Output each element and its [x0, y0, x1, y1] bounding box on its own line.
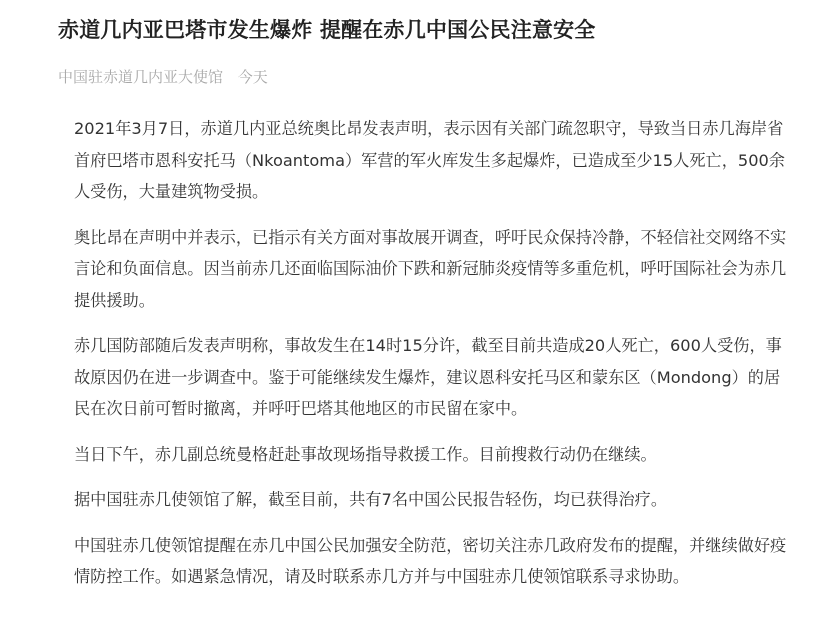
- article-body: [74, 113, 789, 593]
- publish-date: 今天: [237, 68, 268, 86]
- paragraph: 赤几国防部随后发表声明称，事故发生在14时15分许，截至目前共造成20人死亡，600人受伤，事故原因仍在进一步调查中。鉴于可能继续发生爆炸，建议恩科安托马区和蒙东区（Mondong）的居民在次日前可暂时撤离，并呼吁巴塔其他地区的市民留在家中。: [74, 336, 782, 418]
- paragraph: 据中国驻赤几使领馆了解，截至目前，共有7名中国公民报告轻伤，均已获得治疗。: [74, 490, 668, 509]
- publisher-name[interactable]: 中国驻赤道几内亚大使馆: [58, 68, 224, 86]
- article-meta: [58, 66, 798, 88]
- paragraph: 2021年3月7日，赤道几内亚总统奥比昂发表声明，表示因有关部门疏忽职守，导致当日赤几海岸省首府巴塔市恩科安托马（Nkoantoma）军营的军火库发生多起爆炸，已造成至少15人死亡，500余人受伤，大量建筑物受损。: [74, 119, 785, 201]
- article-title: 赤道几内亚巴塔市发生爆炸 提醒在赤几中国公民注意安全: [58, 18, 596, 42]
- article: [58, 0, 798, 593]
- paragraph: 中国驻赤几使领馆提醒在赤几中国公民加强安全防范，密切关注赤几政府发布的提醒，并继续做好疫情防控工作。如遇紧急情况，请及时联系赤几方并与中国驻赤几使领馆联系寻求协助。: [74, 535, 787, 586]
- paragraph: 奥比昂在声明中并表示，已指示有关方面对事故展开调查，呼吁民众保持冷静，不轻信社交网络不实言论和负面信息。因当前赤几还面临国际油价下跌和新冠肺炎疫情等多重危机，呼吁国际社会为赤几提供援助。: [74, 227, 787, 310]
- paragraph: 当日下午，赤几副总统曼格赶赴事故现场指导救援工作。目前搜救行动仍在继续。: [74, 444, 657, 464]
